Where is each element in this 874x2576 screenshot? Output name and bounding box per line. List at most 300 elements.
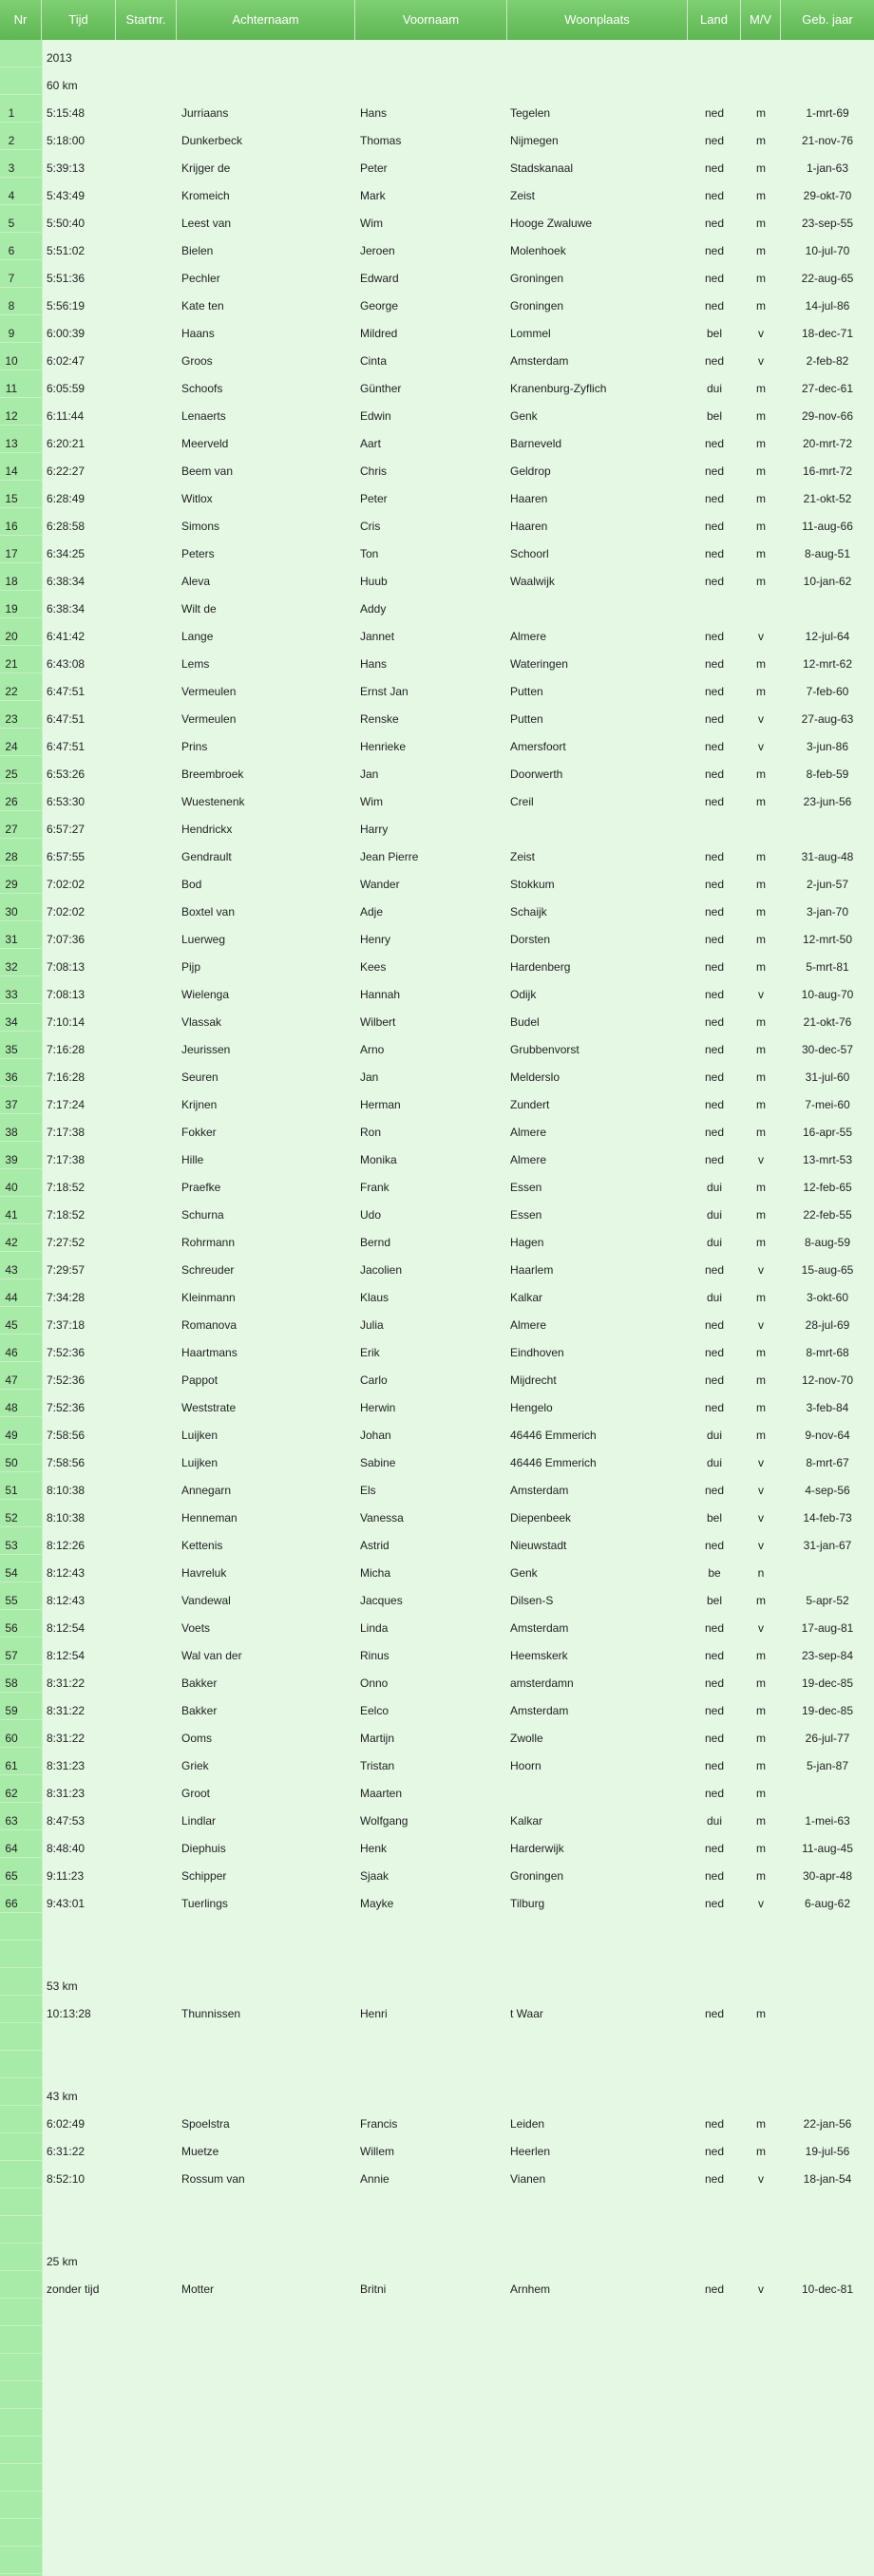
row-land: ned <box>704 106 725 120</box>
row-land: ned <box>704 1842 725 1855</box>
row-voornaam: Renske <box>360 712 399 726</box>
table-row <box>0 1830 874 1858</box>
table-row <box>0 2271 874 2299</box>
row-achternaam: Wal van der <box>181 1649 242 1662</box>
row-woonplaats: Waalwijk <box>510 575 555 588</box>
table-row <box>0 1445 874 1472</box>
row-land: ned <box>704 2172 725 2186</box>
table-row <box>0 1610 874 1638</box>
table-row <box>0 1582 874 1610</box>
row-land: ned <box>704 1263 725 1277</box>
row-nr: 18 <box>5 575 18 588</box>
row-geb-jaar: 9-nov-64 <box>805 1429 850 1442</box>
table-row <box>0 1472 874 1500</box>
row-woonplaats: Hoorn <box>510 1759 542 1772</box>
row-land: ned <box>704 988 725 1001</box>
row-land: ned <box>704 850 725 863</box>
row-land: bel <box>706 1511 722 1525</box>
row-woonplaats: Heemskerk <box>510 1649 568 1662</box>
row-voornaam: Huub <box>360 575 388 588</box>
row-nr: 30 <box>5 905 18 919</box>
row-achternaam: Luerweg <box>181 933 226 946</box>
row-woonplaats: Wateringen <box>510 657 568 671</box>
row-woonplaats: Lommel <box>510 327 551 340</box>
row-mv: m <box>756 1401 766 1414</box>
table-row <box>0 1032 874 1059</box>
row-voornaam: Monika <box>360 1153 397 1166</box>
row-nr: 12 <box>5 409 18 423</box>
row-nr: 14 <box>5 464 18 478</box>
header-voornaam: Voornaam <box>355 0 507 40</box>
row-tijd: 6:41:42 <box>47 630 86 643</box>
row-geb-jaar: 8-mrt-68 <box>806 1346 849 1359</box>
row-land: ned <box>704 1676 725 1690</box>
row-land: ned <box>704 134 725 147</box>
row-geb-jaar: 10-jan-62 <box>803 575 852 588</box>
row-nr: 53 <box>5 1539 18 1552</box>
row-woonplaats: Barneveld <box>510 437 562 450</box>
row-voornaam: Sjaak <box>360 1869 390 1883</box>
row-tijd: 8:52:10 <box>47 2172 86 2186</box>
row-nr: 22 <box>5 685 18 698</box>
section-label: 43 km <box>47 2090 78 2103</box>
row-geb-jaar: 3-jan-70 <box>806 905 849 919</box>
row-achternaam: Bakker <box>181 1704 218 1717</box>
table-row <box>0 123 874 150</box>
row-achternaam: Jeurissen <box>181 1043 231 1056</box>
row-woonplaats: Genk <box>510 409 538 423</box>
row-land: ned <box>704 685 725 698</box>
row-geb-jaar: 30-dec-57 <box>801 1043 854 1056</box>
row-mv: m <box>756 1236 766 1249</box>
row-achternaam: Simons <box>181 520 220 533</box>
row-geb-jaar: 21-nov-76 <box>801 134 854 147</box>
table-row <box>0 343 874 370</box>
row-nr: 25 <box>5 767 18 781</box>
row-nr: 31 <box>5 933 18 946</box>
row-tijd: 6:00:39 <box>47 327 86 340</box>
row-tijd: 6:47:51 <box>47 712 86 726</box>
row-geb-jaar: 12-feb-65 <box>803 1181 852 1194</box>
row-land: ned <box>704 1787 725 1800</box>
row-achternaam: Diephuis <box>181 1842 226 1855</box>
row-voornaam: Maarten <box>360 1787 403 1800</box>
row-voornaam: Arno <box>360 1043 385 1056</box>
row-mv: m <box>756 657 766 671</box>
row-woonplaats: Amsterdam <box>510 354 569 368</box>
header-mv: M/V <box>741 0 781 40</box>
row-voornaam: Henri <box>360 2007 388 2020</box>
row-woonplaats: Geldrop <box>510 464 551 478</box>
row-geb-jaar: 23-jun-56 <box>803 795 852 808</box>
row-geb-jaar: 21-okt-52 <box>803 492 852 505</box>
row-nr: 35 <box>5 1043 18 1056</box>
row-land: dui <box>706 1814 722 1828</box>
row-nr: 1 <box>8 106 15 120</box>
row-land: ned <box>704 354 725 368</box>
row-land: ned <box>704 1621 725 1635</box>
row-land: ned <box>704 712 725 726</box>
row-achternaam: Muetze <box>181 2145 219 2158</box>
row-geb-jaar: 10-aug-70 <box>801 988 854 1001</box>
row-voornaam: Onno <box>360 1676 389 1690</box>
row-mv: m <box>756 1070 766 1084</box>
section-label: 53 km <box>47 1979 78 1993</box>
row-land: ned <box>704 1015 725 1029</box>
row-geb-jaar: 3-feb-84 <box>806 1401 849 1414</box>
row-geb-jaar: 11-aug-45 <box>802 1842 853 1855</box>
row-achternaam: Kate ten <box>181 299 224 313</box>
year-row <box>0 40 874 67</box>
section-label: 2013 <box>47 51 72 65</box>
section-label-row <box>0 67 874 95</box>
row-land: ned <box>704 217 725 230</box>
table-row <box>0 618 874 646</box>
row-mv: m <box>756 933 766 946</box>
row-voornaam: Udo <box>360 1208 382 1222</box>
row-nr: 38 <box>5 1126 18 1139</box>
row-tijd: 6:28:49 <box>47 492 86 505</box>
row-geb-jaar: 3-jun-86 <box>806 740 849 753</box>
row-tijd: 7:08:13 <box>47 960 86 974</box>
row-geb-jaar: 14-feb-73 <box>803 1511 852 1525</box>
row-nr: 58 <box>5 1676 18 1690</box>
row-tijd: 6:34:25 <box>47 547 86 560</box>
row-woonplaats: 46446 Emmerich <box>510 1429 597 1442</box>
section-label: 60 km <box>47 79 78 92</box>
row-mv: m <box>756 1208 766 1222</box>
row-land: dui <box>706 1208 722 1222</box>
row-mv: m <box>756 464 766 478</box>
row-land: dui <box>706 1456 722 1469</box>
table-row <box>0 1142 874 1169</box>
table-row <box>0 1335 874 1362</box>
row-mv: m <box>756 1704 766 1717</box>
row-tijd: 7:02:02 <box>47 905 86 919</box>
row-geb-jaar: 5-apr-52 <box>806 1594 849 1607</box>
row-geb-jaar: 3-okt-60 <box>806 1291 849 1304</box>
row-mv: m <box>756 1429 766 1442</box>
row-mv: v <box>758 2172 764 2186</box>
row-mv: v <box>758 630 764 643</box>
row-mv: m <box>756 409 766 423</box>
row-tijd: 8:12:43 <box>47 1594 86 1607</box>
row-tijd: 8:12:43 <box>47 1566 86 1580</box>
row-land: ned <box>704 1401 725 1414</box>
table-row <box>0 1169 874 1197</box>
row-land: ned <box>704 767 725 781</box>
row-woonplaats: Dorsten <box>510 933 551 946</box>
row-tijd: 6:05:59 <box>47 382 86 395</box>
row-tijd: 7:34:28 <box>47 1291 86 1304</box>
row-tijd: 7:29:57 <box>47 1263 86 1277</box>
row-tijd: 7:18:52 <box>47 1181 86 1194</box>
row-mv: v <box>758 1456 764 1469</box>
row-nr: 29 <box>5 878 18 891</box>
section-label-row <box>0 2078 874 2106</box>
table-row <box>0 2106 874 2133</box>
row-geb-jaar: 11-aug-66 <box>802 520 853 533</box>
row-voornaam: Henrieke <box>360 740 407 753</box>
row-nr: 61 <box>5 1759 18 1772</box>
table-row <box>0 1087 874 1114</box>
row-tijd: 6:43:08 <box>47 657 86 671</box>
row-tijd: 6:47:51 <box>47 740 86 753</box>
row-mv: v <box>758 712 764 726</box>
row-geb-jaar: 19-dec-85 <box>801 1676 854 1690</box>
row-voornaam: Jannet <box>360 630 395 643</box>
row-tijd: 6:47:51 <box>47 685 86 698</box>
row-voornaam: Jan <box>360 767 379 781</box>
row-mv: v <box>758 1153 764 1166</box>
row-tijd: 8:31:22 <box>47 1704 86 1717</box>
row-geb-jaar: 27-aug-63 <box>801 712 854 726</box>
row-voornaam: Adje <box>360 905 384 919</box>
row-mv: m <box>756 1732 766 1745</box>
header-achternaam: Achternaam <box>177 0 355 40</box>
row-woonplaats: Molenhoek <box>510 244 566 257</box>
row-geb-jaar: 23-sep-55 <box>801 217 854 230</box>
table-row <box>0 784 874 811</box>
row-tijd: 7:08:13 <box>47 988 86 1001</box>
row-mv: m <box>756 1759 766 1772</box>
row-mv: m <box>756 1126 766 1139</box>
row-voornaam: Erik <box>360 1346 380 1359</box>
row-woonplaats: Groningen <box>510 1869 564 1883</box>
row-achternaam: Aleva <box>181 575 211 588</box>
row-nr: 52 <box>5 1511 18 1525</box>
row-woonplaats: Almere <box>510 1318 547 1332</box>
row-voornaam: Herwin <box>360 1401 396 1414</box>
row-voornaam: Addy <box>360 602 387 616</box>
row-mv: m <box>756 244 766 257</box>
row-tijd: 7:17:38 <box>47 1126 86 1139</box>
row-woonplaats: Stokkum <box>510 878 555 891</box>
row-voornaam: Jeroen <box>360 244 395 257</box>
row-achternaam: Groos <box>181 354 213 368</box>
row-tijd: 8:10:38 <box>47 1484 86 1497</box>
row-woonplaats: 46446 Emmerich <box>510 1456 597 1469</box>
row-voornaam: Frank <box>360 1181 390 1194</box>
table-row <box>0 563 874 591</box>
table-row <box>0 949 874 976</box>
row-geb-jaar: 31-aug-48 <box>801 850 854 863</box>
row-achternaam: Boxtel van <box>181 905 236 919</box>
row-geb-jaar: 12-mrt-62 <box>802 657 852 671</box>
row-nr: 48 <box>5 1401 18 1414</box>
row-woonplaats: Haaren <box>510 492 548 505</box>
row-land: ned <box>704 630 725 643</box>
row-voornaam: Annie <box>360 2172 390 2186</box>
row-voornaam: Wilbert <box>360 1015 396 1029</box>
row-voornaam: Wolfgang <box>360 1814 408 1828</box>
row-voornaam: Francis <box>360 2117 398 2131</box>
row-mv: m <box>756 217 766 230</box>
row-mv: m <box>756 189 766 202</box>
row-nr: 32 <box>5 960 18 974</box>
header-land: Land <box>688 0 741 40</box>
row-mv: m <box>756 1098 766 1111</box>
row-nr: 8 <box>8 299 15 313</box>
row-woonplaats: Zeist <box>510 850 536 863</box>
row-achternaam: Lindlar <box>181 1814 217 1828</box>
row-geb-jaar: 26-jul-77 <box>805 1732 850 1745</box>
row-woonplaats: Leiden <box>510 2117 545 2131</box>
row-achternaam: Krijger de <box>181 161 231 175</box>
row-tijd: 6:57:27 <box>47 823 86 836</box>
row-woonplaats: Heerlen <box>510 2145 551 2158</box>
row-tijd: 5:50:40 <box>47 217 86 230</box>
table-row <box>0 1197 874 1224</box>
table-row <box>0 315 874 343</box>
table-row <box>0 646 874 673</box>
table-row <box>0 398 874 426</box>
row-geb-jaar: 12-nov-70 <box>801 1373 854 1387</box>
row-nr: 11 <box>5 382 18 395</box>
row-land: ned <box>704 1098 725 1111</box>
row-nr: 63 <box>5 1814 18 1828</box>
row-tijd: 6:02:47 <box>47 354 86 368</box>
row-geb-jaar: 7-mei-60 <box>805 1098 850 1111</box>
row-voornaam: Herman <box>360 1098 401 1111</box>
row-mv: m <box>756 1594 766 1607</box>
table-row <box>0 178 874 205</box>
row-geb-jaar: 31-jan-67 <box>803 1539 852 1552</box>
table-row <box>0 1252 874 1279</box>
header-startnr: Startnr. <box>116 0 177 40</box>
row-nr: 19 <box>5 602 18 616</box>
row-woonplaats: Tegelen <box>510 106 551 120</box>
row-mv: m <box>756 1373 766 1387</box>
row-mv: m <box>756 795 766 808</box>
row-achternaam: Wilt de <box>181 602 217 616</box>
table-row <box>0 1638 874 1665</box>
row-tijd: 6:22:27 <box>47 464 86 478</box>
table-row <box>0 701 874 729</box>
table-row <box>0 150 874 178</box>
row-mv: v <box>758 1621 764 1635</box>
row-land: dui <box>706 1181 722 1194</box>
row-tijd: 5:51:36 <box>47 272 86 285</box>
header-tijd: Tijd <box>42 0 116 40</box>
table-row <box>0 1114 874 1142</box>
row-achternaam: Witlox <box>181 492 213 505</box>
row-woonplaats: Putten <box>510 712 543 726</box>
row-land: ned <box>704 492 725 505</box>
table-row <box>0 426 874 453</box>
row-geb-jaar: 10-jul-70 <box>805 244 850 257</box>
row-geb-jaar: 17-aug-81 <box>801 1621 854 1635</box>
row-mv: m <box>756 575 766 588</box>
row-tijd: 7:58:56 <box>47 1456 86 1469</box>
row-nr: 41 <box>5 1208 18 1222</box>
row-voornaam: Ton <box>360 547 379 560</box>
row-woonplaats: Diepenbeek <box>510 1511 572 1525</box>
row-achternaam: Lems <box>181 657 210 671</box>
row-tijd: 5:18:00 <box>47 134 86 147</box>
table-row <box>0 729 874 756</box>
row-geb-jaar: 12-mrt-50 <box>802 933 852 946</box>
row-geb-jaar: 1-mrt-69 <box>806 106 849 120</box>
row-tijd: 8:47:53 <box>47 1814 86 1828</box>
row-nr: 16 <box>5 520 18 533</box>
row-land: bel <box>706 409 722 423</box>
row-woonplaats: Odijk <box>510 988 537 1001</box>
row-mv: m <box>756 437 766 450</box>
row-nr: 51 <box>5 1484 18 1497</box>
row-voornaam: Henry <box>360 933 391 946</box>
table-row <box>0 866 874 894</box>
table-row <box>0 673 874 701</box>
row-woonplaats: Haaren <box>510 520 548 533</box>
row-tijd: 5:43:49 <box>47 189 86 202</box>
row-voornaam: Wim <box>360 795 383 808</box>
row-achternaam: Spoelstra <box>181 2117 230 2131</box>
row-voornaam: Jan <box>360 1070 379 1084</box>
row-woonplaats: Almere <box>510 630 547 643</box>
row-woonplaats: Tilburg <box>510 1897 545 1910</box>
row-achternaam: Vlassak <box>181 1015 222 1029</box>
table-row <box>0 894 874 921</box>
table-row <box>0 921 874 949</box>
row-nr: 17 <box>5 547 18 560</box>
row-geb-jaar: 8-feb-59 <box>806 767 849 781</box>
row-woonplaats: Nieuwstadt <box>510 1539 567 1552</box>
row-woonplaats: Amersfoort <box>510 740 566 753</box>
row-land: ned <box>704 905 725 919</box>
row-nr: 27 <box>5 823 18 836</box>
row-mv: m <box>756 161 766 175</box>
row-woonplaats: Amsterdam <box>510 1621 569 1635</box>
row-woonplaats: Vianen <box>510 2172 546 2186</box>
row-land: dui <box>706 382 722 395</box>
table-row <box>0 508 874 536</box>
row-achternaam: Fokker <box>181 1126 217 1139</box>
row-mv: m <box>756 272 766 285</box>
row-tijd: 7:52:36 <box>47 1373 86 1387</box>
row-mv: m <box>756 1814 766 1828</box>
row-woonplaats: Kalkar <box>510 1814 543 1828</box>
row-land: ned <box>704 299 725 313</box>
row-achternaam: Thunnissen <box>181 2007 241 2020</box>
row-nr: 54 <box>5 1566 18 1580</box>
row-achternaam: Krijnen <box>181 1098 218 1111</box>
row-geb-jaar: 23-sep-84 <box>801 1649 854 1662</box>
row-geb-jaar: 18-jan-54 <box>803 2172 852 2186</box>
row-achternaam: Weststrate <box>181 1401 237 1414</box>
row-land: dui <box>706 1429 722 1442</box>
row-achternaam: Breembroek <box>181 767 244 781</box>
table-row <box>0 1858 874 1885</box>
row-tijd: 8:31:23 <box>47 1759 86 1772</box>
row-achternaam: Praefke <box>181 1181 221 1194</box>
row-land: ned <box>704 1373 725 1387</box>
table-row <box>0 591 874 618</box>
row-woonplaats: Dilsen-S <box>510 1594 554 1607</box>
row-land: ned <box>704 1043 725 1056</box>
row-land: ned <box>704 960 725 974</box>
row-geb-jaar: 5-mrt-81 <box>806 960 849 974</box>
row-mv: m <box>756 2117 766 2131</box>
row-nr: 21 <box>5 657 18 671</box>
row-woonplaats: t Waar <box>510 2007 543 2020</box>
row-mv: m <box>756 1649 766 1662</box>
row-land: ned <box>704 1732 725 1745</box>
row-woonplaats: Essen <box>510 1208 542 1222</box>
row-voornaam: Peter <box>360 161 388 175</box>
row-land: ned <box>704 575 725 588</box>
row-woonplaats: Schoorl <box>510 547 549 560</box>
